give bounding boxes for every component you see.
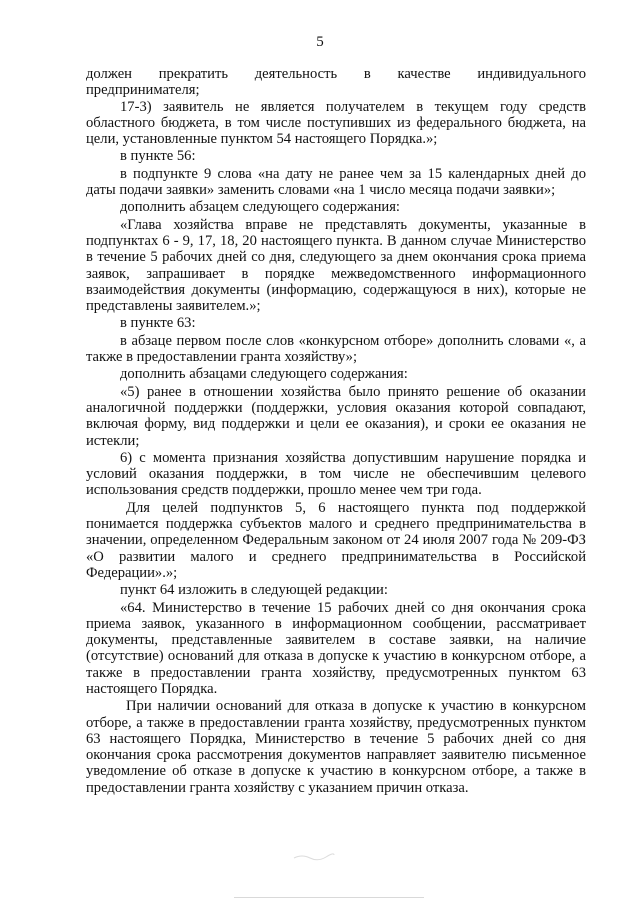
page-number: 5: [316, 34, 324, 50]
paragraph-item-17-3: 17-3) заявитель не является получателем в текущем году средств областного бюджета, в том числе поступивших из федерального бюджета, на цели, установленные пунктом 54 настоящего Порядка.»;: [86, 98, 586, 148]
paragraph-quoted-head: «Глава хозяйства вправе не представлять документы, указанные в подпунктах 6 - 9, 17, 18, 20 настоящего пункта. В данном случае Министерство в течение 5 рабочих дней со дня, следующего за днем окончания срока приема заявок, запрашивает в порядке межведомственного информационного взаимодействия документы (информацию, содержащуюся в них), которые не представлены заявителем.»;: [86, 216, 586, 315]
paragraph-point-56: в пункте 56:: [120, 148, 196, 165]
paragraph-first-abstract: в абзаце первом после слов «конкурсном отборе» дополнить словами «, а также в предоставлении гранта хозяйству»;: [86, 332, 586, 366]
paragraph-item-5: «5) ранее в отношении хозяйства было принято решение об оказании аналогичной поддержки (поддержки, условия оказания которой совпадают, включая форму, вид поддержки и цели ее оказания), и сроки ее оказания не истекли;: [86, 383, 586, 449]
scan-edge-line: [234, 897, 424, 898]
paragraph-add-abstract: дополнить абзацем следующего содержания:: [120, 199, 400, 216]
paragraph-point-64: пункт 64 изложить в следующей редакции:: [120, 582, 388, 599]
paragraph-refusal-notice: При наличии оснований для отказа в допуске к участию в конкурсном отборе, а также в предоставлении гранта хозяйству, предусмотренных пунктом 63 настоящего Порядка, Министерство в течение 5 рабочих дней со дня окончания срока рассмотрения документов направляет заявителю письменное уведомление об отказе в допуске к участию в конкурсном отборе, а также в предоставлении гранта хозяйству с указанием причин отказа.: [86, 698, 586, 796]
paragraph-add-abstracts: дополнить абзацами следующего содержания:: [120, 366, 408, 383]
paragraph-point-64-text: «64. Министерство в течение 15 рабочих дней со дня окончания срока приема заявок, указанного в информационном сообщении, рассматривает документы, представленные заявителем в составе заявки, на наличие (отсутствие) оснований для отказа в допуске к участию в конкурсном отборе, а также в предоставлении гранта хозяйству, предусмотренных пунктом 63 настоящего Порядка.: [86, 599, 586, 697]
paragraph-support-definition: Для целей подпунктов 5, 6 настоящего пункта под поддержкой понимается поддержка субъектов малого и среднего предпринимательства в значении, определенном Федеральным законом от 24 июля 2007 года № 209-ФЗ «О развитии малого и среднего предпринимательства в Российской Федерации».»;: [86, 499, 586, 581]
document-body: [86, 66, 586, 796]
scan-smudge: [292, 852, 336, 862]
paragraph-point-63: в пункте 63:: [120, 315, 196, 332]
paragraph-item-6: 6) с момента признания хозяйства допустившим нарушение порядка и условий оказания поддержки, в том числе не обеспечившим целевого использования средств поддержки, прошло менее чем три года.: [86, 449, 586, 499]
paragraph-continuation: должен прекратить деятельность в качестве индивидуального предпринимателя;: [86, 66, 586, 99]
paragraph-subitem-9: в подпункте 9 слова «на дату не ранее чем за 15 календарных дней до даты подачи заявки» заменить словами «на 1 число месяца подачи заявки»;: [86, 165, 586, 199]
